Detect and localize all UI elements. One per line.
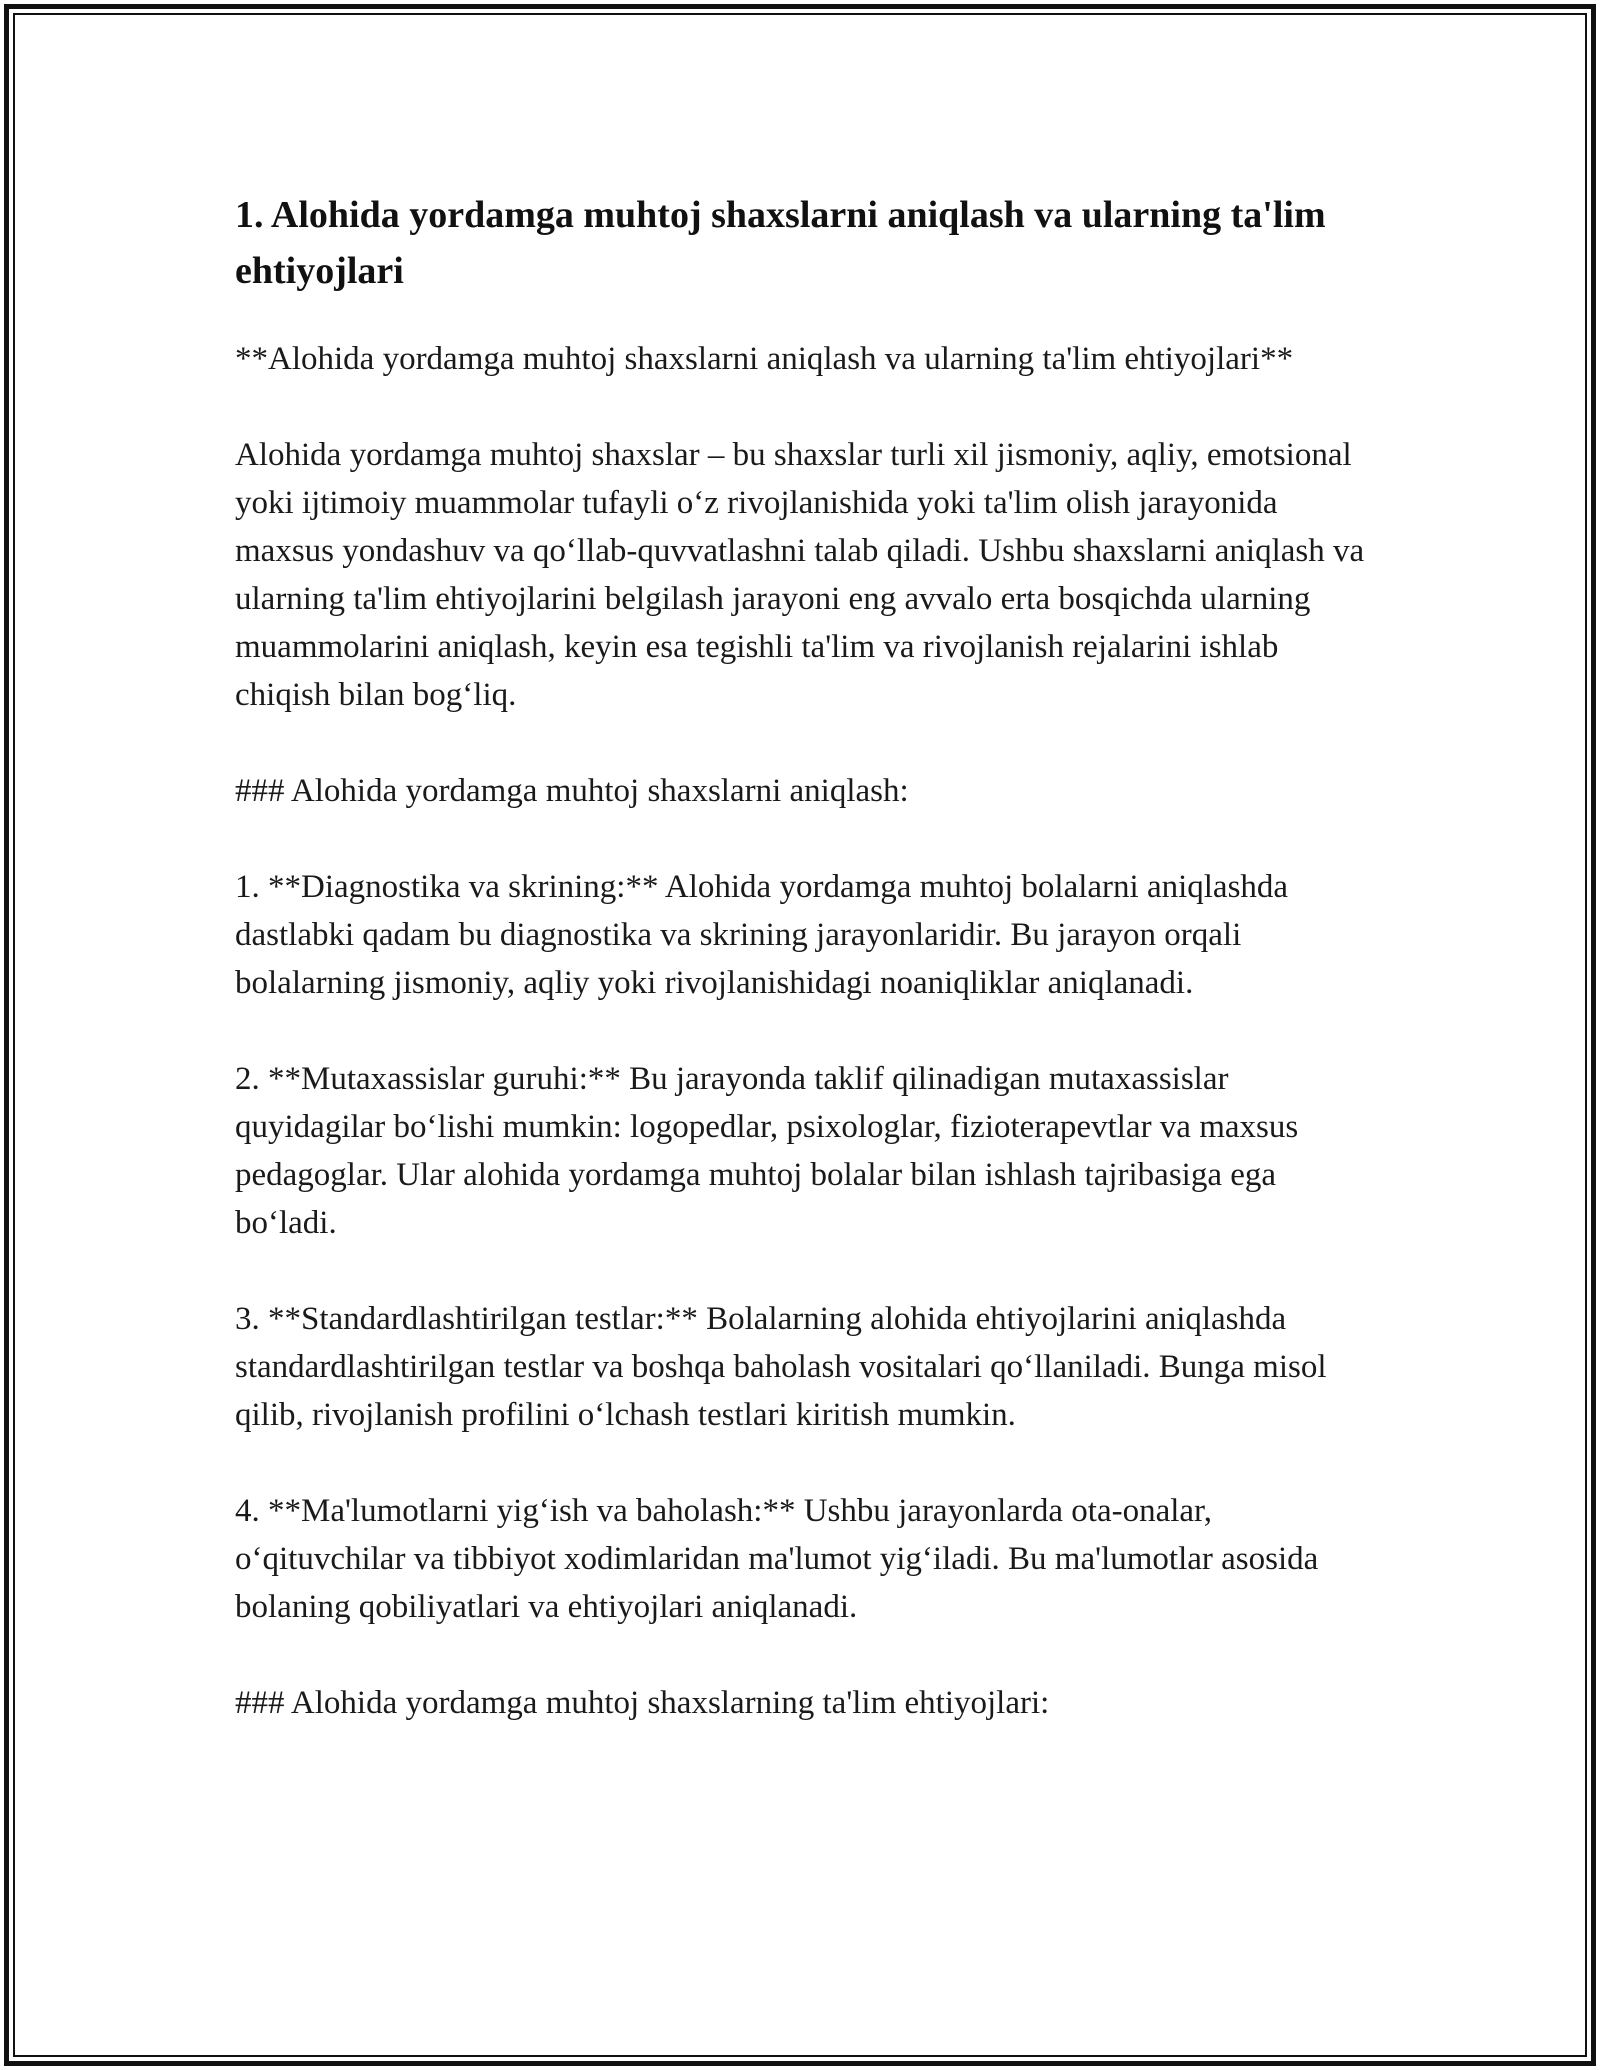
section-heading-education-needs: ### Alohida yordamga muhtoj shaxslarning ta'lim ehtiyojlari:: [235, 1685, 1050, 1721]
list-item-diagnostics: 1. **Diagnostika va skrining:** Alohida yordamga muhtoj bolalarni aniqlashda dastlabki qadam bu diagnostika va skrining jarayonlaridir. Bu jarayon orqali bolalarning jismoniy, aqliy yoki rivojlanishidagi noaniqliklar aniqlanadi.: [235, 869, 1289, 1001]
list-item-standardized-tests: 3. **Standardlashtirilgan testlar:** Bolalarning alohida ehtiyojlarini aniqlashda standardlashtirilgan testlar va boshqa baholash vositalari qoʻllaniladi. Bunga misol qilib, rivojlanish profilini oʻlchash testlari kiritish mumkin.: [235, 1301, 1327, 1433]
intro-paragraph: Alohida yordamga muhtoj shaxslar – bu shaxslar turli xil jismoniy, aqliy, emotsional yoki ijtimoiy muammolar tufayli oʻz rivojlanishida yoki ta'lim olish jarayonida maxsus yondashuv va qoʻllab-quvvatlashni talab qiladi. Ushbu shaxslarni aniqlash va ularning ta'lim ehtiyojlarini belgilash jarayoni eng avvalo erta bosqichda ularning muammolarini aniqlash, keyin esa tegishli ta'lim va rivojlanish rejalarini ishlab chiqish bilan bogʻliq.: [235, 437, 1365, 713]
list-item-specialists: 2. **Mutaxassislar guruhi:** Bu jarayonda taklif qilinadigan mutaxassislar quyidagilar boʻlishi mumkin: logopedlar, psixologlar, fizioterapevtlar va maxsus pedagoglar. Ular alohida yordamga muhtoj bolalar bilan ishlash tajribasiga ega boʻladi.: [235, 1061, 1299, 1241]
list-item-data-collection: 4. **Ma'lumotlarni yigʻish va baholash:** Ushbu jarayonlarda ota-onalar, oʻqituvchilar va tibbiyot xodimlaridan ma'lumot yigʻiladi. Bu ma'lumotlar asosida bolaning qobiliyatlari va ehtiyojlari aniqlanadi.: [235, 1493, 1319, 1625]
subtitle-paragraph: **Alohida yordamga muhtoj shaxslarni aniqlash va ularning ta'lim ehtiyojlari**: [235, 341, 1294, 377]
document-body: [235, 187, 1365, 1775]
document-title: 1. Alohida yordamga muhtoj shaxslarni aniqlash va ularning ta'lim ehtiyojlari: [235, 194, 1326, 292]
section-heading-identification: ### Alohida yordamga muhtoj shaxslarni aniqlash:: [235, 773, 909, 809]
